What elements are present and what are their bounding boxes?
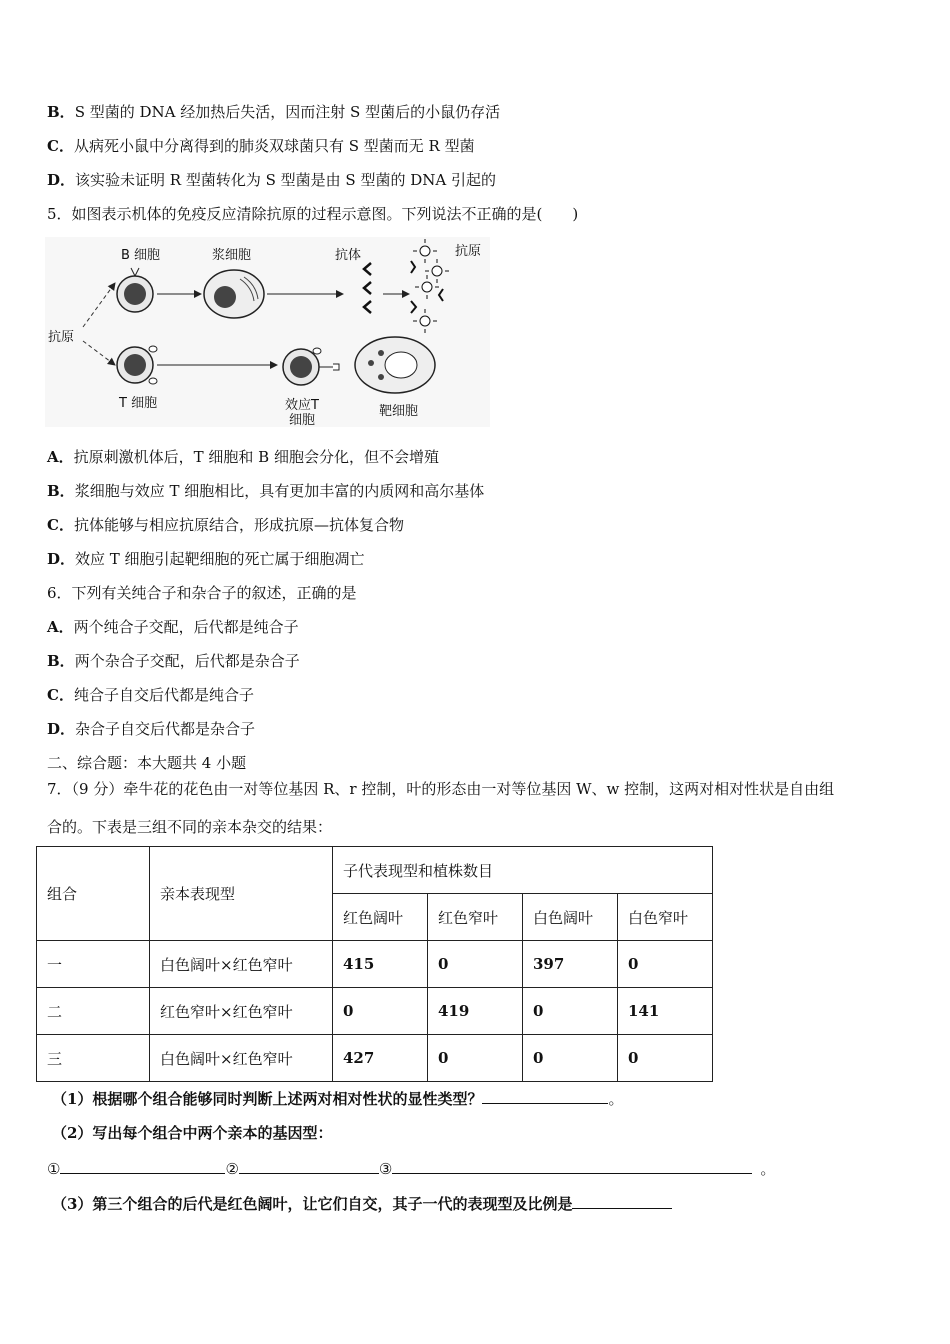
- table-header-parent: 亲本表现型: [150, 847, 333, 941]
- q7-stem-line1: 7．（9 分）牵牛花的花色由一对等位基因 R、r 控制，叶的形态由一对等位基因 W、w 控制，这两对相对性状是自由组: [47, 780, 835, 798]
- q6-option-a: A．两个纯合子交配，后代都是纯合子: [47, 618, 299, 636]
- fig-effector-nucleus: [290, 356, 312, 378]
- table-cell-group: 二: [37, 988, 150, 1035]
- table-cell: 0: [428, 941, 523, 988]
- answer-blank-2-2[interactable]: [239, 1159, 379, 1174]
- fig-target-cell-label: 靶细胞: [379, 404, 419, 419]
- table-cell: 397: [523, 941, 618, 988]
- q4-option-b: B．S 型菌的 DNA 经加热后失活，因而注射 S 型菌后的小鼠仍存活: [47, 103, 501, 121]
- q5-stem: 5．如图表示机体的免疫反应清除抗原的过程示意图。下列说法不正确的是( ): [47, 205, 579, 223]
- answer-blank-2-3[interactable]: [392, 1159, 752, 1174]
- q5-option-c: C．抗体能够与相应抗原结合，形成抗原—抗体复合物: [47, 516, 404, 534]
- table-cell: 427: [333, 1035, 428, 1082]
- table-cell: 0: [333, 988, 428, 1035]
- table-cell-group: 一: [37, 941, 150, 988]
- fig-effector-t-label-2: 细胞: [289, 413, 316, 427]
- q6-option-c: C．纯合子自交后代都是纯合子: [47, 686, 254, 704]
- q7-stem-line2: 合的。下表是三组不同的亲本杂交的结果：: [47, 818, 333, 836]
- table-header-group: 组合: [37, 847, 150, 941]
- fig-t-cell-nucleus: [124, 354, 146, 376]
- q7-sub2: （2）写出每个组合中两个亲本的基因型：: [52, 1124, 333, 1142]
- table-cell: 419: [428, 988, 523, 1035]
- table-subheader: 白色阔叶: [523, 894, 618, 941]
- q5-option-b: B．浆细胞与效应 T 细胞相比，具有更加丰富的内质网和高尔基体: [47, 482, 485, 500]
- fig-antigen-left-label: 抗原: [48, 330, 75, 345]
- table-cell: 141: [618, 988, 713, 1035]
- section-heading: 二、综合题：本大题共 4 小题: [47, 754, 247, 772]
- cross-results-table: [36, 846, 713, 1082]
- table-row: [37, 988, 713, 1035]
- table-cell: 0: [523, 988, 618, 1035]
- table-cell-parent: 红色窄叶×红色窄叶: [150, 988, 333, 1035]
- table-subheader: 白色窄叶: [618, 894, 713, 941]
- table-cell: 0: [618, 941, 713, 988]
- fig-antigen-right-label: 抗原: [455, 244, 482, 259]
- table-cell-parent: 白色阔叶×红色窄叶: [150, 941, 333, 988]
- fig-effector-t-label-1: 效应T: [285, 398, 319, 413]
- fig-b-cell-nucleus: [124, 283, 146, 305]
- fig-antibody-label: 抗体: [335, 248, 362, 263]
- table-cell: 0: [618, 1035, 713, 1082]
- immune-response-figure: [45, 237, 490, 427]
- table-header-offspring: 子代表现型和植株数目: [333, 847, 713, 894]
- answer-blank-3[interactable]: [572, 1194, 672, 1209]
- table-row: [37, 941, 713, 988]
- q7-sub1: （1）根据哪个组合能够同时判断上述两对相对性状的显性类型？ 。: [52, 1090, 624, 1108]
- fig-t-cell-label: T 细胞: [119, 396, 158, 411]
- table-subheader: 红色窄叶: [428, 894, 523, 941]
- fig-b-cell-label: B 细胞: [121, 248, 161, 263]
- table-cell: 0: [523, 1035, 618, 1082]
- q6-option-b: B．两个杂合子交配，后代都是杂合子: [47, 652, 300, 670]
- table-cell: 415: [333, 941, 428, 988]
- table-row: [37, 1035, 713, 1082]
- answer-blank-1[interactable]: [482, 1089, 608, 1104]
- table-cell-group: 三: [37, 1035, 150, 1082]
- q6-option-d: D．杂合子自交后代都是杂合子: [47, 720, 256, 738]
- q7-sub3: （3）第三个组合的后代是红色阔叶，让它们自交，其子一代的表现型及比例是: [52, 1194, 672, 1214]
- fig-plasma-nucleus: [214, 286, 236, 308]
- q6-stem: 6．下列有关纯合子和杂合子的叙述，正确的是: [47, 584, 357, 602]
- answer-blank-2-1[interactable]: [60, 1159, 225, 1174]
- q5-option-d: D．效应 T 细胞引起靶细胞的死亡属于细胞凋亡: [47, 550, 365, 568]
- fig-target-vacuole: [385, 352, 417, 378]
- table-subheader: 红色阔叶: [333, 894, 428, 941]
- table-cell-parent: 白色阔叶×红色窄叶: [150, 1035, 333, 1082]
- q4-option-d: D．该实验未证明 R 型菌转化为 S 型菌是由 S 型菌的 DNA 引起的: [47, 171, 496, 189]
- table-cell: 0: [428, 1035, 523, 1082]
- q4-option-c: C．从病死小鼠中分离得到的肺炎双球菌只有 S 型菌而无 R 型菌: [47, 137, 475, 155]
- q5-option-a: A．抗原刺激机体后，T 细胞和 B 细胞会分化，但不会增殖: [47, 448, 439, 466]
- fig-plasma-cell-label: 浆细胞: [212, 248, 252, 263]
- q7-sub2-blanks: ① ② ③ 。: [47, 1160, 776, 1178]
- table-header-row: [37, 847, 713, 894]
